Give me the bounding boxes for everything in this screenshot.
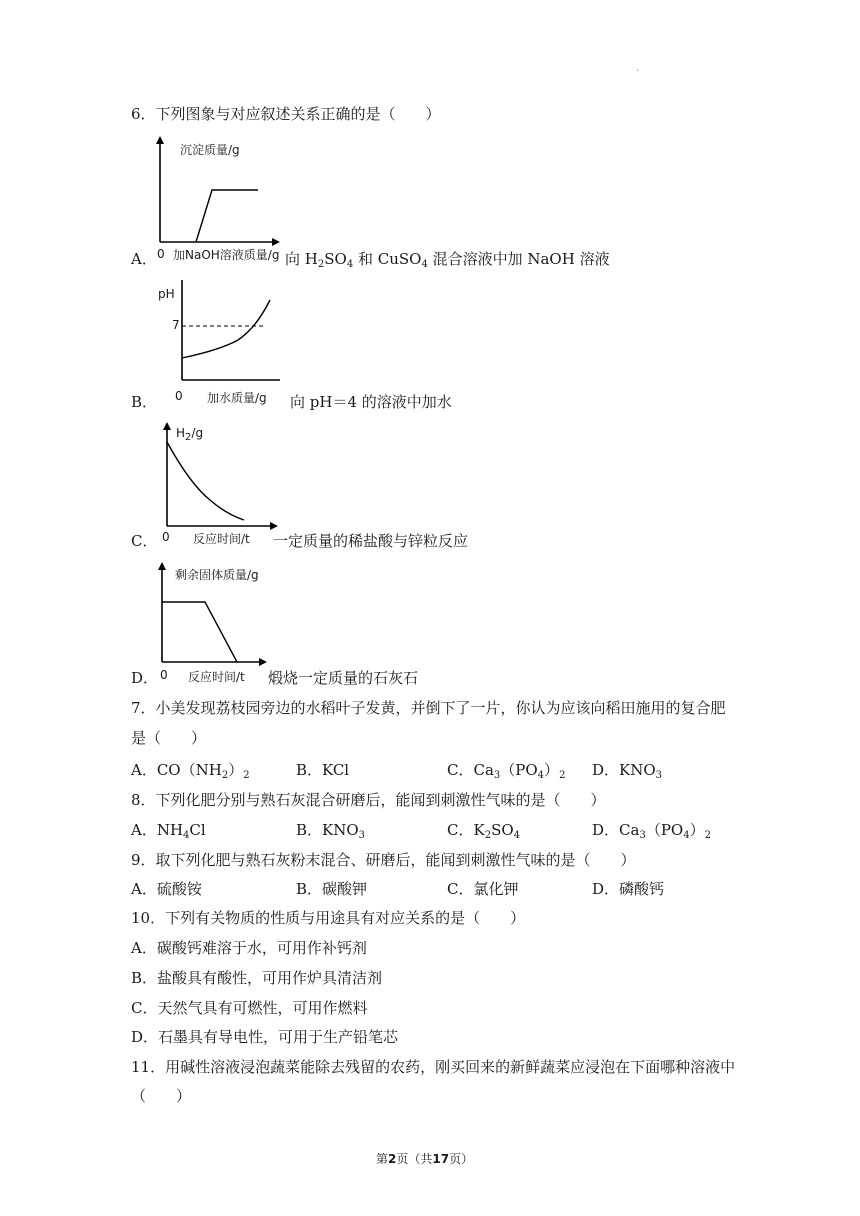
graph-c-ylabel-main: H xyxy=(176,426,186,440)
graph-d-xlabel: 反应时间/t xyxy=(188,670,245,684)
q11-line1: 11．用碱性溶液浸泡蔬菜能除去残留的农药，刚买回来的新鲜蔬菜应浸泡在下面哪种溶液中 xyxy=(131,1058,736,1076)
top-mark: · xyxy=(636,66,640,77)
q8-option-c: C．$K_2SO_4$ xyxy=(447,821,521,841)
q7-option-d: D．$KNO_3$ xyxy=(592,761,663,781)
q10-option-d: D．石墨具有导电性，可用于生产铅笔芯 xyxy=(131,1028,399,1046)
graph-a-origin: 0 xyxy=(157,247,165,261)
q9-option-c: C．氯化钾 xyxy=(447,880,519,898)
q9-option-a: A．硫酸铵 xyxy=(131,880,202,898)
graph-c-ylabel-sub: 2 xyxy=(185,432,192,443)
q7-option-a: A．$CO(NH_2)_2$ xyxy=(131,761,250,781)
graph-b-svg xyxy=(170,278,290,388)
graph-c-ylabel xyxy=(176,426,204,443)
q6-b-letter: B． xyxy=(131,393,158,411)
graph-a-curve xyxy=(196,190,258,242)
q10-option-c: C．天然气具有可燃性，可用作燃料 xyxy=(131,999,368,1017)
graph-b-ylabel: pH xyxy=(158,287,175,301)
graph-c-ylabel-tail: /g xyxy=(191,426,204,440)
graph-b-xlabel: 加水质量/g xyxy=(207,391,267,405)
q7-option-c: C．$Ca_3(PO_4)_2$ xyxy=(447,761,566,781)
q8-option-a: A．$NH_4Cl$ xyxy=(131,821,206,841)
q10-option-b: B．盐酸具有酸性，可用作炉具清洁剂 xyxy=(131,969,383,987)
q6-d-letter: D． xyxy=(131,669,159,687)
graph-d-ylabel: 剩余固体质量/g xyxy=(175,568,259,582)
q6-b-desc: 向 pH＝4 的溶液中加水 xyxy=(290,393,452,411)
q7-line2: 是（ ） xyxy=(131,729,207,747)
q10-option-a: A．碳酸钙难溶于水，可用作补钙剂 xyxy=(131,939,367,957)
footer-post: 页） xyxy=(449,1152,474,1166)
graph-b-seven: 7 xyxy=(172,318,180,332)
page-footer xyxy=(376,1150,473,1167)
graph-a-xlabel: 加NaOH溶液质量/g xyxy=(173,248,280,262)
q7-option-b: B．KCl xyxy=(296,761,350,779)
graph-b-origin: 0 xyxy=(175,389,183,403)
q6-a-letter: A． xyxy=(131,250,157,268)
footer-page-number: 2 xyxy=(388,1152,397,1166)
q7-line1: 7．小美发现荔枝园旁边的水稻叶子发黄，并倒下了一片，你认为应该向稻田施用的复合肥 xyxy=(131,699,726,717)
graph-b xyxy=(170,278,290,388)
q9-stem: 9．取下列化肥与熟石灰粉末混合、研磨后，能闻到刺激性气味的是（ ） xyxy=(131,851,636,869)
q6-a-desc: 向 $H_2SO_4$ 和 CuSO$_4$ 混合溶液中加 NaOH 溶液 xyxy=(285,250,610,270)
q8-stem: 8．下列化肥分别与熟石灰混合研磨后，能闻到刺激性气味的是（ ） xyxy=(131,791,606,809)
graph-a-ylabel: 沉淀质量/g xyxy=(180,143,240,157)
graph-a xyxy=(150,134,290,264)
q8-option-b: B．$KNO_3$ xyxy=(296,821,366,841)
q6-c-desc: 一定质量的稀盐酸与锌粒反应 xyxy=(273,532,469,550)
footer-pre: 第 xyxy=(376,1152,389,1166)
graph-c-curve xyxy=(167,442,244,520)
q8-option-d: D．$Ca_3(PO_4)_2$ xyxy=(592,821,711,841)
footer-mid: 页（共 xyxy=(396,1152,433,1166)
graph-a-svg xyxy=(150,134,290,264)
q9-option-d: D．磷酸钙 xyxy=(592,880,665,898)
graph-c-xlabel: 反应时间/t xyxy=(193,532,250,546)
footer-total-pages: 17 xyxy=(432,1152,450,1166)
q9-option-b: B．碳酸钾 xyxy=(296,880,368,898)
graph-d-curve xyxy=(162,602,237,662)
q6-c-letter: C． xyxy=(131,532,158,550)
graph-d-origin: 0 xyxy=(160,668,168,682)
q6-d-desc: 煅烧一定质量的石灰石 xyxy=(268,669,419,687)
q6-stem: 6．下列图象与对应叙述关系正确的是（ ） xyxy=(131,105,441,123)
graph-b-curve xyxy=(182,300,270,358)
graph-c-origin: 0 xyxy=(162,530,170,544)
q10-stem: 10．下列有关物质的性质与用途具有对应关系的是（ ） xyxy=(131,909,526,927)
q11-line2: （ ） xyxy=(131,1087,192,1105)
